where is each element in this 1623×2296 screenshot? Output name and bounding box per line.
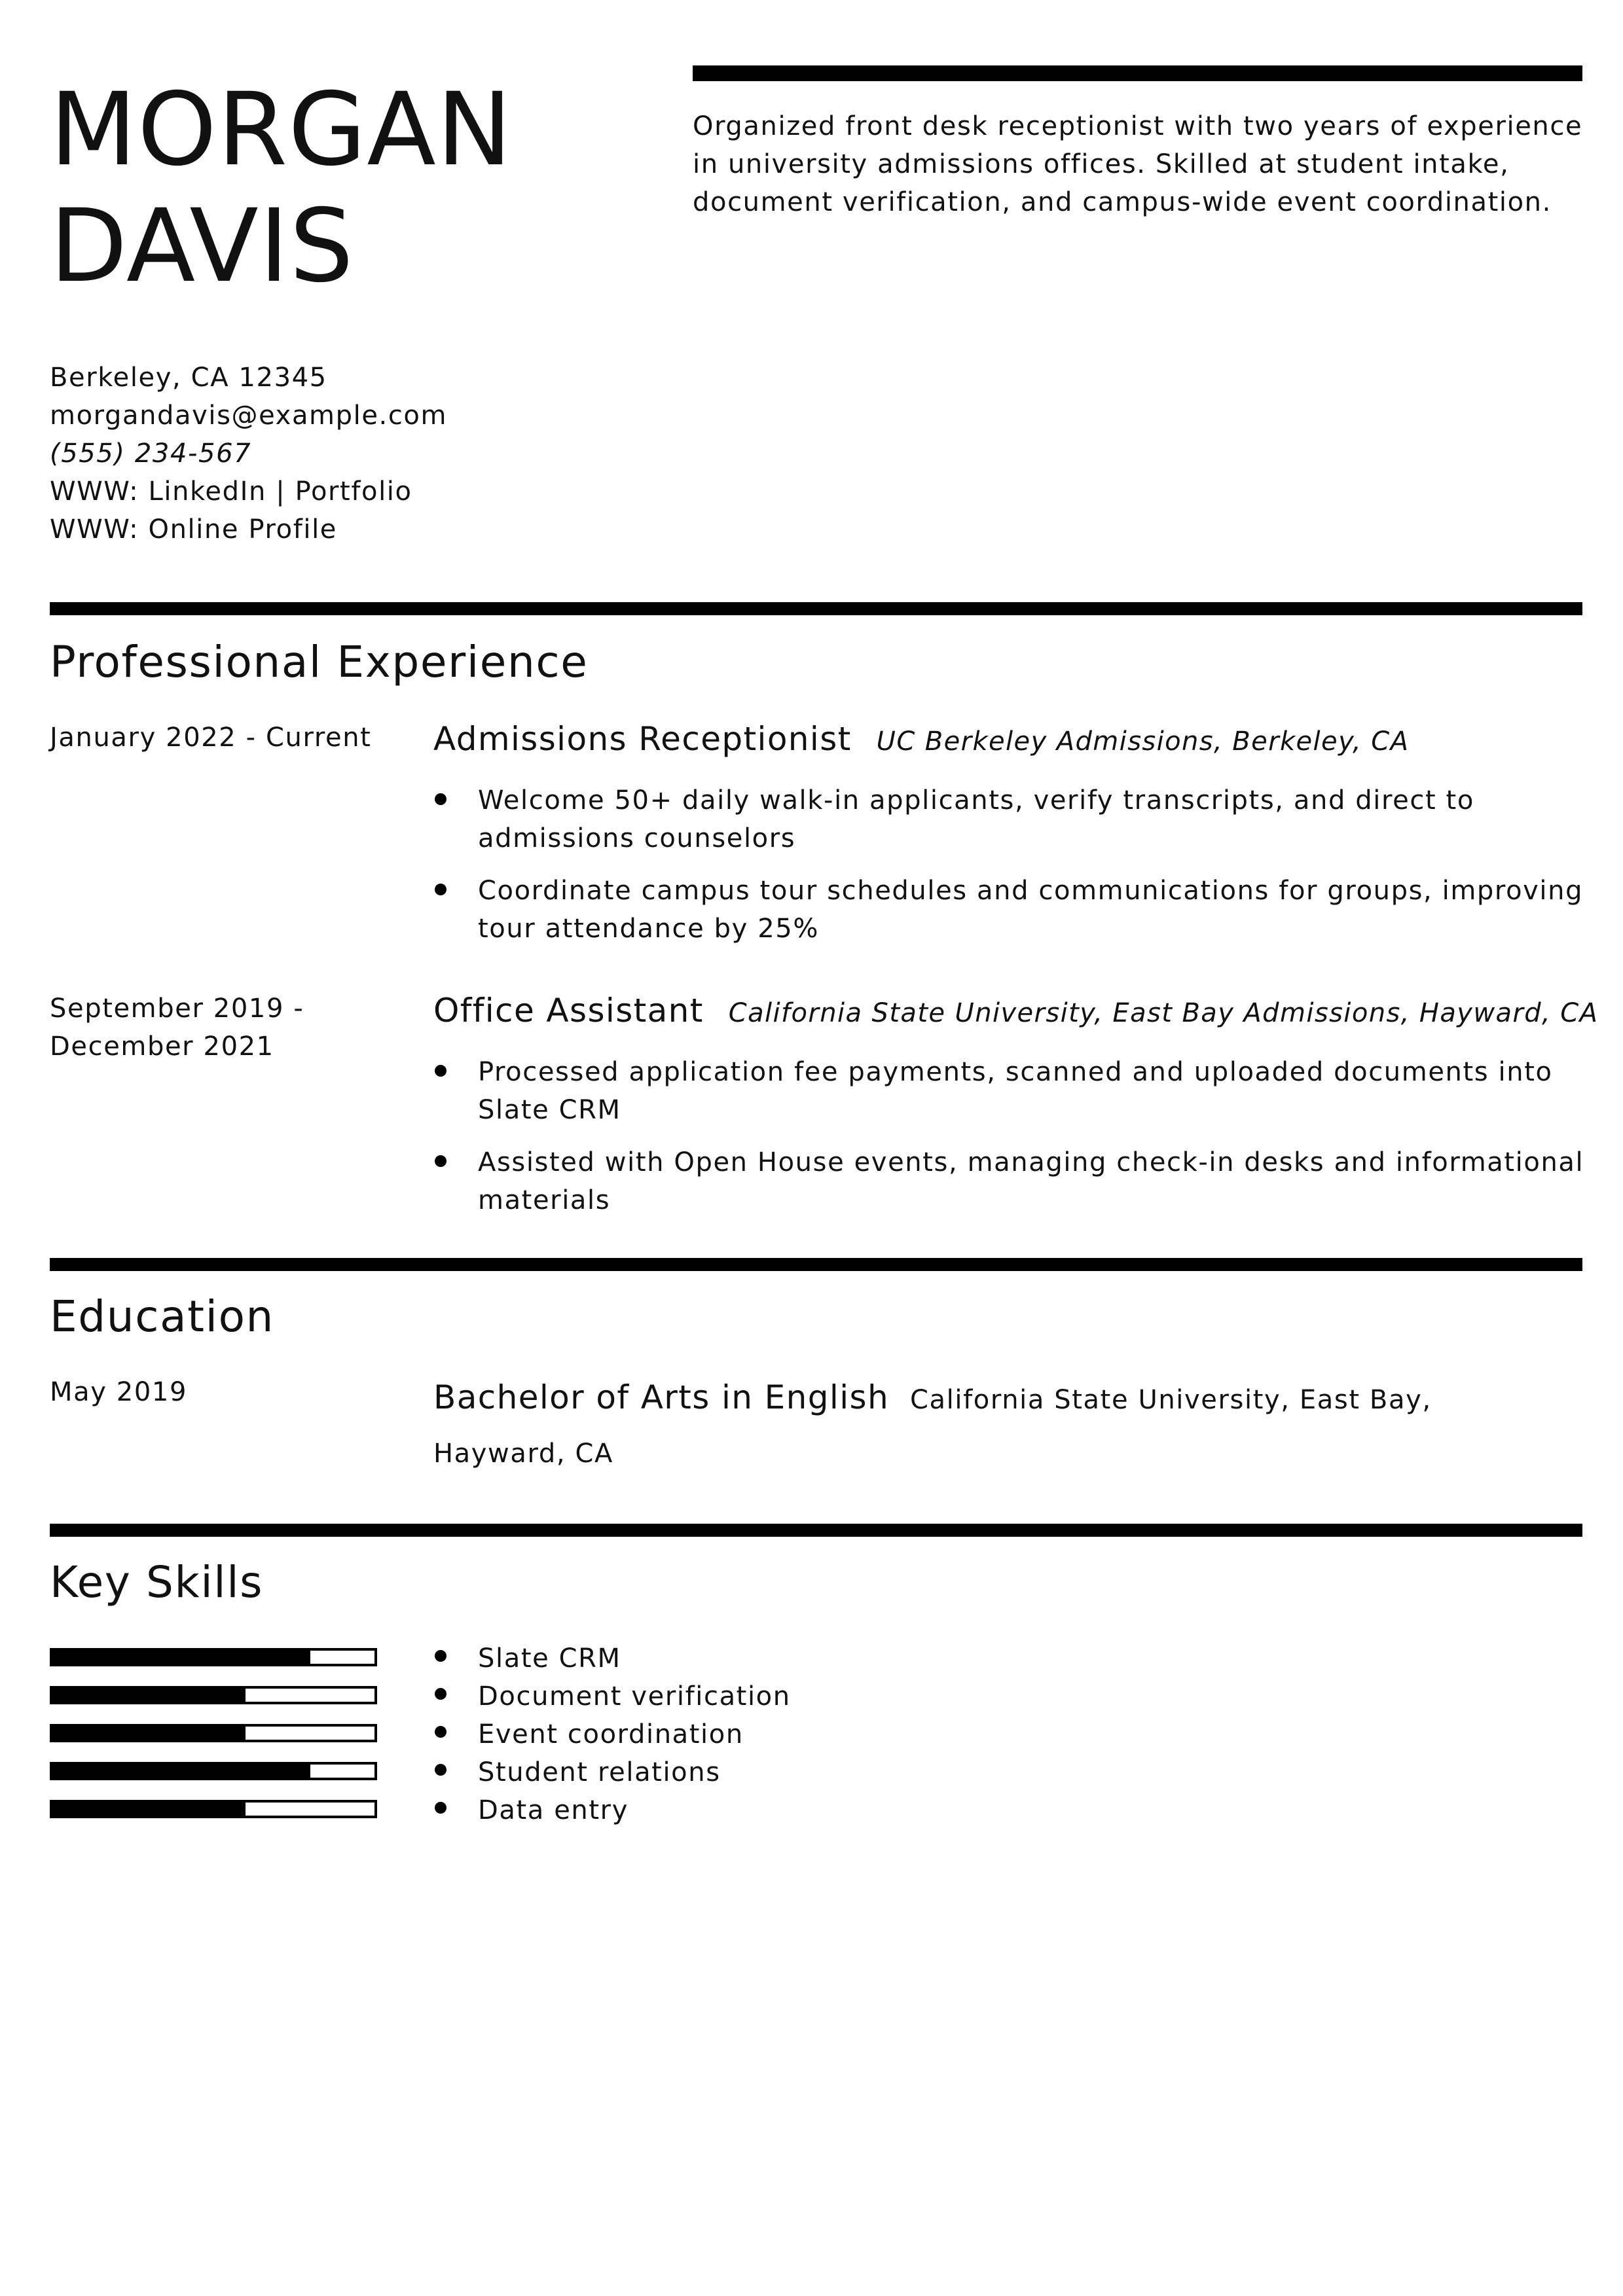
skill-level-bars xyxy=(50,1648,377,1838)
list-item: Assisted with Open House events, managing check-in desks and informational materials xyxy=(433,1143,1586,1219)
phone[interactable]: (555) 234-567 xyxy=(50,439,252,469)
job-header xyxy=(433,720,1409,758)
web-links[interactable]: WWW: LinkedIn | Portfolio xyxy=(50,476,412,507)
skill-item: Event coordination xyxy=(433,1715,791,1753)
first-name: MORGAN xyxy=(50,71,513,188)
skill-item: Slate CRM xyxy=(433,1640,791,1677)
job-date-end: December 2021 xyxy=(50,1031,274,1062)
address: Berkeley, CA 12345 xyxy=(50,363,327,393)
skill-level-fill xyxy=(52,1689,246,1702)
job-bullets xyxy=(433,1053,1586,1234)
job-date: January 2022 - Current xyxy=(50,723,372,753)
header-divider xyxy=(693,65,1582,81)
skill-item: Document verification xyxy=(433,1677,791,1715)
section-divider xyxy=(50,1524,1582,1537)
skill-level-fill xyxy=(52,1651,310,1664)
skill-level-fill xyxy=(52,1727,246,1740)
skill-level-bar xyxy=(50,1686,377,1704)
skills-heading: Key Skills xyxy=(50,1557,264,1607)
section-divider xyxy=(50,602,1582,615)
degree: Bachelor of Arts in English xyxy=(433,1378,890,1416)
experience-heading: Professional Experience xyxy=(50,637,589,687)
list-item: Welcome 50+ daily walk-in applicants, verify transcripts, and direct to admissions counselors xyxy=(433,781,1586,857)
list-item: Processed application fee payments, scanned and uploaded documents into Slate CRM xyxy=(433,1053,1586,1129)
skill-level-fill xyxy=(52,1765,310,1778)
skill-level-bar xyxy=(50,1800,377,1818)
job-organization: California State University, East Bay Admissions, Hayward, CA xyxy=(728,998,1599,1028)
school: California State University, East Bay, Hayward, CA xyxy=(433,1385,1432,1469)
contact-info xyxy=(50,359,447,548)
skills-list xyxy=(433,1640,791,1829)
education-date: May 2019 xyxy=(50,1377,188,1407)
section-divider xyxy=(50,1258,1582,1271)
professional-summary: Organized front desk receptionist with two years of experience in university admissions offices. Skilled at student intake, document verification, and campus-wide event coordination. xyxy=(693,111,1583,217)
education-heading: Education xyxy=(50,1291,274,1342)
job-date-start: September 2019 - xyxy=(50,994,304,1024)
skill-level-fill xyxy=(52,1803,246,1816)
job-date xyxy=(50,990,304,1066)
online-profile-link[interactable]: WWW: Online Profile xyxy=(50,514,338,545)
skill-level-bar xyxy=(50,1648,377,1666)
list-item: Coordinate campus tour schedules and communications for groups, improving tour attendance by 25% xyxy=(433,872,1586,948)
job-organization: UC Berkeley Admissions, Berkeley, CA xyxy=(876,726,1410,757)
skill-item: Data entry xyxy=(433,1791,791,1829)
job-bullets xyxy=(433,781,1586,962)
job-header xyxy=(433,992,1598,1030)
skill-level-bar xyxy=(50,1724,377,1742)
skill-item: Student relations xyxy=(433,1753,791,1791)
last-name: DAVIS xyxy=(50,188,354,305)
job-title: Office Assistant xyxy=(433,992,704,1030)
email[interactable]: morgandavis@example.com xyxy=(50,401,448,431)
job-title: Admissions Receptionist xyxy=(433,720,852,758)
skill-level-bar xyxy=(50,1762,377,1780)
candidate-name xyxy=(50,72,513,305)
education-entry xyxy=(433,1373,1573,1483)
